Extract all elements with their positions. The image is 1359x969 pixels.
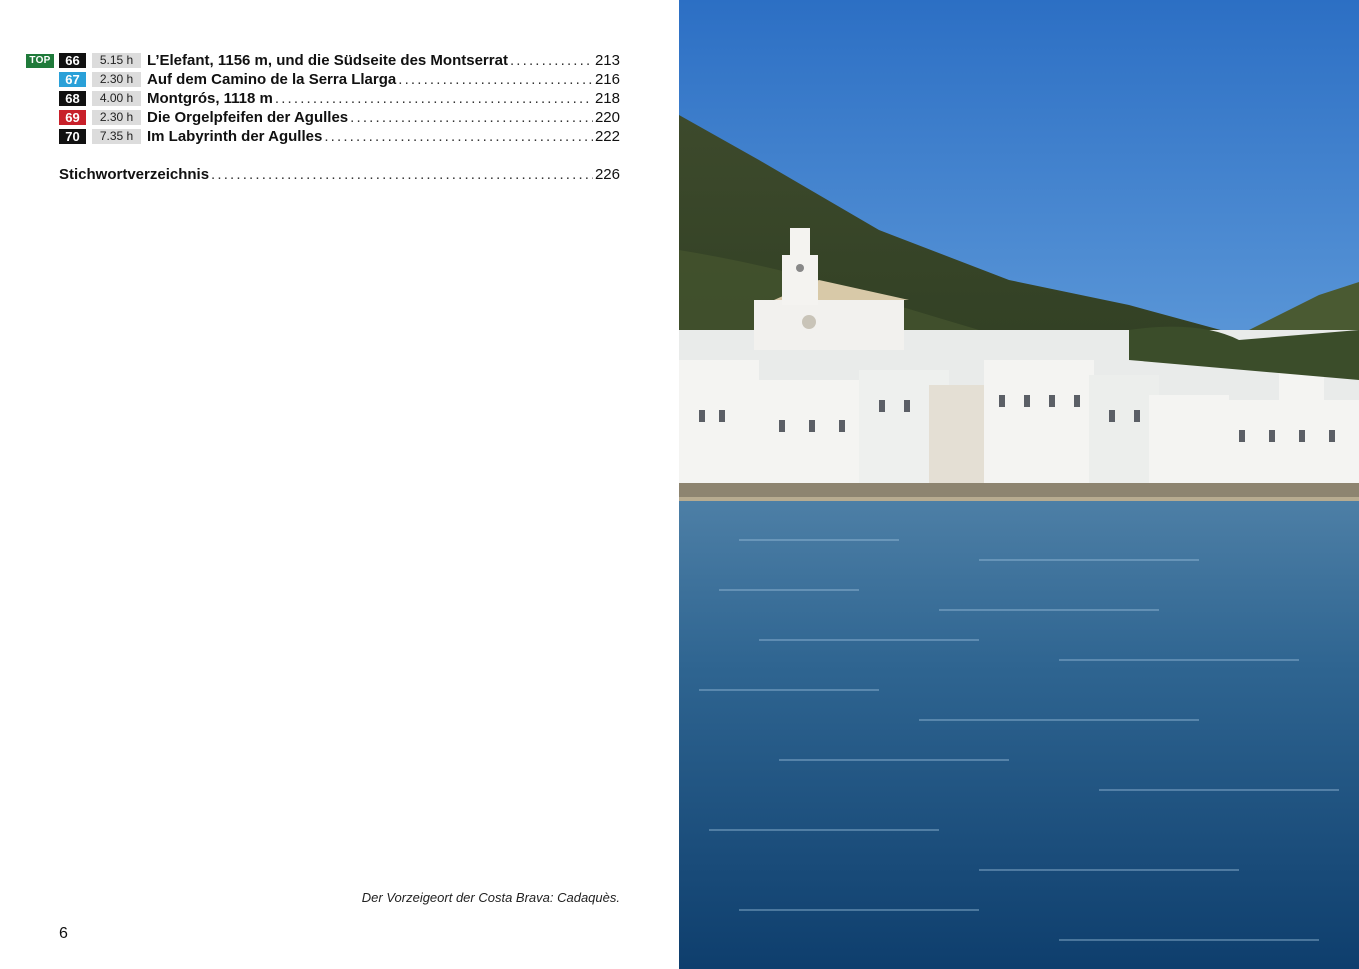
tour-title: Im Labyrinth der Agulles <box>147 128 323 145</box>
photo-cadaques <box>679 0 1359 969</box>
dot-leader <box>350 108 593 127</box>
tour-title: Montgrós, 1118 m <box>147 90 273 107</box>
dot-leader <box>324 127 593 146</box>
index-title: Stichwortverzeichnis <box>59 166 210 183</box>
tour-page: 213 <box>594 52 620 69</box>
tour-duration: 4.00 h <box>92 91 141 106</box>
toc-page <box>0 0 679 969</box>
tour-page: 218 <box>594 90 620 107</box>
toc-entry-69[interactable] <box>26 108 620 127</box>
tour-number: 66 <box>59 53 86 68</box>
toc-entry-68[interactable] <box>26 89 620 108</box>
dot-leader <box>510 51 593 70</box>
dot-leader <box>398 70 593 89</box>
dot-leader <box>211 165 593 184</box>
page-number: 6 <box>59 925 68 942</box>
tour-number: 69 <box>59 110 86 125</box>
photo-caption: Der Vorzeigeort der Costa Brava: Cadaquès. <box>361 890 620 905</box>
dot-leader <box>275 89 593 108</box>
tour-title: Die Orgelpfeifen der Agulles <box>147 109 349 126</box>
tour-page: 216 <box>594 71 620 88</box>
tour-title: L’Elefant, 1156 m, und die Südseite des Montserrat <box>147 52 508 69</box>
index-page: 226 <box>594 166 620 183</box>
toc-entry-index[interactable] <box>59 165 620 184</box>
tour-number: 70 <box>59 129 86 144</box>
top-badge: TOP <box>26 54 54 68</box>
toc-entry-70[interactable] <box>26 127 620 146</box>
toc-entry-67[interactable] <box>26 70 620 89</box>
tour-duration: 2.30 h <box>92 72 141 87</box>
cadaques-photo-illustration <box>679 0 1359 969</box>
tour-number: 68 <box>59 91 86 106</box>
tour-title: Auf dem Camino de la Serra Llarga <box>147 71 397 88</box>
tour-duration: 2.30 h <box>92 110 141 125</box>
tour-page: 222 <box>594 128 620 145</box>
toc-entry-66[interactable] <box>26 51 620 70</box>
tour-page: 220 <box>594 109 620 126</box>
tour-duration: 7.35 h <box>92 129 141 144</box>
tour-number: 67 <box>59 72 86 87</box>
tour-duration: 5.15 h <box>92 53 141 68</box>
